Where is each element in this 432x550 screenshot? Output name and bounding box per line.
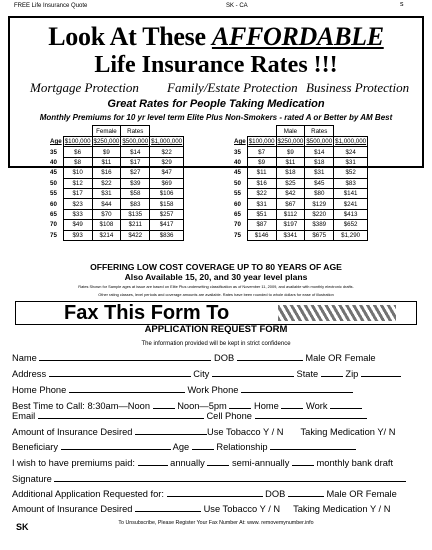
cell-phone-field[interactable] <box>255 411 367 419</box>
fax-this-form-title: Fax This Form To <box>64 302 230 324</box>
table-row <box>46 178 184 188</box>
monthly-premiums-text: Monthly Premiums for 10 yr level term Elite Plus Non-Smokers - rated A or Better by AM Best <box>39 113 393 122</box>
rate-cell: $49 <box>63 220 92 230</box>
annually-label: annually <box>170 458 205 468</box>
rate-cell: $51 <box>247 209 276 219</box>
rate-cell: $135 <box>121 209 150 219</box>
headline-affordable: AFFORDABLE <box>211 22 384 51</box>
best-time-home-label: Home <box>253 401 279 411</box>
coverage-offer-text: OFFERING LOW COST COVERAGE UP TO 80 YEARS OF AGE <box>90 262 342 272</box>
rate-cell: $27 <box>121 168 150 178</box>
rate-cell: $24 <box>334 147 368 157</box>
state-label: State <box>296 369 319 379</box>
dob2-field[interactable] <box>288 489 324 497</box>
rate-cell: $11 <box>247 168 276 178</box>
amount-label: Amount of Insurance Desired <box>12 427 133 437</box>
form-row-best-time <box>12 401 362 411</box>
rate-cell: $129 <box>305 199 334 209</box>
male-rates-label: Rates <box>305 126 334 137</box>
form-row-email <box>12 411 367 421</box>
rate-cell: $31 <box>92 188 121 198</box>
rate-cell: $16 <box>92 168 121 178</box>
rate-cell: $112 <box>276 209 305 219</box>
age-cell: 50 <box>50 179 57 187</box>
rate-cell: $108 <box>92 220 121 230</box>
rate-cell: $31 <box>247 199 276 209</box>
table-row <box>46 188 184 198</box>
zip-label: Zip <box>345 369 359 379</box>
age-cell: 65 <box>50 210 57 218</box>
time-morning-field[interactable] <box>153 401 175 409</box>
protection-types <box>10 80 422 96</box>
best-time-home-field[interactable] <box>281 401 303 409</box>
work-phone-field[interactable] <box>241 385 353 393</box>
rate-cell: $413 <box>334 209 368 219</box>
form-row-phone <box>12 385 353 395</box>
female-column-headers <box>46 137 184 147</box>
state-field[interactable] <box>321 369 343 377</box>
beneficiary-field[interactable] <box>61 442 171 450</box>
age-label: Age <box>172 442 190 452</box>
cell-phone-label: Cell Phone <box>206 411 252 421</box>
fax-header <box>0 0 432 14</box>
age-cell: 65 <box>234 210 241 218</box>
table-row <box>230 199 368 209</box>
rate-cell: $47 <box>150 168 184 178</box>
table-row <box>230 188 368 198</box>
rate-cell: $197 <box>276 220 305 230</box>
table-row <box>46 199 184 209</box>
headline-line1 <box>10 22 422 52</box>
fax-number-smudge <box>278 305 396 321</box>
rate-cell: $69 <box>150 178 184 188</box>
unsubscribe-notice: To Unsubscribe, Please Register Your Fax Number At: www. removemynumber.info <box>118 520 314 526</box>
rate-cell: $675 <box>305 230 334 240</box>
rate-cell: $22 <box>92 178 121 188</box>
table-row <box>230 230 368 240</box>
female-rates-table <box>46 125 184 241</box>
age-cell: 75 <box>234 231 241 239</box>
rate-cell: $39 <box>121 178 150 188</box>
sk-code: SK <box>16 522 29 532</box>
rate-cell: $23 <box>63 199 92 209</box>
table-row <box>230 178 368 188</box>
rate-cell: $10 <box>63 168 92 178</box>
rate-cell: $389 <box>305 220 334 230</box>
header-center-text: SK - CA <box>226 3 248 9</box>
annually-field[interactable] <box>138 458 168 466</box>
additional-label: Additional Application Requested for: <box>12 489 164 499</box>
age-cell: 70 <box>50 221 57 229</box>
taking-medication-label: Taking Medication Y/ N <box>300 427 396 437</box>
home-phone-label: Home Phone <box>12 385 67 395</box>
signature-field[interactable] <box>54 474 406 482</box>
age-cell: 60 <box>50 200 57 208</box>
beneficiary-label: Beneficiary <box>12 442 58 452</box>
form-row-signature <box>12 474 406 484</box>
rate-cell: $214 <box>92 230 121 240</box>
age-cell: 60 <box>234 200 241 208</box>
name-field[interactable] <box>39 353 211 361</box>
rate-cell: $836 <box>150 230 184 240</box>
age-cell: 40 <box>234 158 241 166</box>
age-cell: 50 <box>234 179 241 187</box>
gender2-label: Male OR Female <box>326 489 397 499</box>
semi-annually-field[interactable] <box>207 458 229 466</box>
also-available-text: Also Available 15, 20, and 30 year level plans <box>124 272 308 282</box>
male-rates-table <box>230 125 368 241</box>
rate-cell: $29 <box>150 157 184 167</box>
protection-family: Family/Estate Protection <box>167 80 298 95</box>
female-rates-label: Rates <box>121 126 150 137</box>
table-row <box>46 147 184 157</box>
rate-cell: $341 <box>276 230 305 240</box>
amount2-label: Amount of Insurance Desired <box>12 504 133 514</box>
rate-cell: $9 <box>92 147 121 157</box>
column-header: $1,000,000 <box>335 138 367 146</box>
rate-cell: $241 <box>334 199 368 209</box>
monthly-draft-label: monthly bank draft <box>316 458 394 468</box>
confidential-notice: The information provided will be kept in strict confidence <box>141 341 291 347</box>
header-right-text: s <box>400 1 404 8</box>
rate-cell: $22 <box>150 147 184 157</box>
rate-cell: $158 <box>150 199 184 209</box>
age-cell: 35 <box>50 148 57 156</box>
dob-label: DOB <box>214 353 235 363</box>
rate-cell: $1,290 <box>334 230 368 240</box>
form-row-amount <box>12 427 395 437</box>
dob-field[interactable] <box>237 353 303 361</box>
fax-this-form-box <box>15 301 417 325</box>
form-row-premiums <box>12 458 393 468</box>
best-time-work-label: Work <box>305 401 328 411</box>
rate-cell: $83 <box>334 178 368 188</box>
column-header: $1,000,000 <box>151 138 183 146</box>
column-header: $500,000 <box>122 138 149 146</box>
rate-cell: $17 <box>63 188 92 198</box>
column-header: $100,000 <box>248 138 275 146</box>
signature-label: Signature <box>12 474 52 484</box>
rate-cell: $11 <box>92 157 121 167</box>
semi-annually-label: semi-annually <box>232 458 290 468</box>
age-cell: 45 <box>50 169 57 177</box>
column-header: Age <box>50 138 62 146</box>
premiums-label: I wish to have premiums paid: <box>12 458 135 468</box>
rate-cell: $67 <box>276 199 305 209</box>
rate-cell: $25 <box>276 178 305 188</box>
table-row <box>230 168 368 178</box>
great-rates-text: Great Rates for People Taking Medication <box>107 98 325 110</box>
rate-cell: $70 <box>92 209 121 219</box>
relationship-field[interactable] <box>270 442 356 450</box>
rate-cell: $31 <box>334 157 368 167</box>
monthly-draft-field[interactable] <box>292 458 314 466</box>
rate-cell: $18 <box>305 157 334 167</box>
time-option-morning: 8:30am—Noon <box>87 401 150 411</box>
time-option-afternoon: Noon—5pm <box>177 401 227 411</box>
female-label: Female <box>92 126 121 137</box>
rate-cell: $211 <box>121 220 150 230</box>
header-left-text: FREE Life Insurance Quote <box>14 3 88 9</box>
table-row <box>46 157 184 167</box>
rate-cell: $417 <box>150 220 184 230</box>
age-field[interactable] <box>192 442 214 450</box>
rate-cell: $141 <box>334 188 368 198</box>
age-cell: 75 <box>50 231 57 239</box>
rate-cell: $220 <box>305 209 334 219</box>
table-row <box>46 168 184 178</box>
rate-cell: $44 <box>92 199 121 209</box>
rate-cell: $146 <box>247 230 276 240</box>
city-label: City <box>193 369 210 379</box>
rate-cell: $422 <box>121 230 150 240</box>
rate-cell: $17 <box>121 157 150 167</box>
table-row <box>230 209 368 219</box>
table-row <box>230 147 368 157</box>
rate-cell: $16 <box>247 178 276 188</box>
amount-field[interactable] <box>135 427 207 435</box>
protection-business: Business Protection <box>306 80 410 95</box>
rate-cell: $58 <box>121 188 150 198</box>
rate-cell: $83 <box>121 199 150 209</box>
headline-line2: Life Insurance Rates !!! <box>94 52 338 78</box>
rate-cell: $31 <box>305 168 334 178</box>
fine-print-2: Other rating classes, level periods and coverage amounts are available. Rates have been rounded to whole dollars for ease of illustration <box>98 292 334 297</box>
rate-cell: $87 <box>247 220 276 230</box>
male-table-header <box>230 126 368 137</box>
best-time-work-field[interactable] <box>330 401 362 409</box>
table-row <box>46 230 184 240</box>
form-row-beneficiary <box>12 442 356 452</box>
column-header: $500,000 <box>306 138 333 146</box>
address-label: Address <box>12 369 47 379</box>
age-cell: 70 <box>234 221 241 229</box>
time-afternoon-field[interactable] <box>229 401 251 409</box>
rate-cell: $52 <box>334 168 368 178</box>
email-label: Email <box>12 411 36 421</box>
dob2-label: DOB <box>265 489 286 499</box>
column-header: Age <box>234 138 246 146</box>
rate-cell: $8 <box>63 157 92 167</box>
table-row <box>230 157 368 167</box>
male-column-headers <box>230 137 368 147</box>
rate-cell: $33 <box>63 209 92 219</box>
rate-cell: $93 <box>63 230 92 240</box>
rate-cell: $14 <box>121 147 150 157</box>
home-phone-field[interactable] <box>69 385 185 393</box>
age-cell: 45 <box>234 169 241 177</box>
rate-cell: $106 <box>150 188 184 198</box>
city-field[interactable] <box>212 369 294 377</box>
rate-cell: $652 <box>334 220 368 230</box>
amount2-field[interactable] <box>135 504 201 512</box>
form-row-additional <box>12 489 397 499</box>
rate-cell: $42 <box>276 188 305 198</box>
taking-medication2-label: Taking Medication Y / N <box>293 504 391 514</box>
use-tobacco2-label: Use Tobacco Y / N <box>203 504 281 514</box>
rate-cell: $18 <box>276 168 305 178</box>
use-tobacco-label: Use Tobacco Y / N <box>207 427 284 437</box>
age-cell: 55 <box>234 190 241 198</box>
best-time-label: Best Time to Call: <box>12 401 85 411</box>
additional-name-field[interactable] <box>167 489 263 497</box>
age-cell: 40 <box>50 158 57 166</box>
rate-cell: $22 <box>247 188 276 198</box>
rate-cell: $9 <box>247 157 276 167</box>
rate-cell: $45 <box>305 178 334 188</box>
name-label: Name <box>12 353 37 363</box>
table-row <box>46 220 184 230</box>
zip-field[interactable] <box>361 369 401 377</box>
form-row-amount2 <box>12 504 390 514</box>
column-header: $250,000 <box>277 138 304 146</box>
column-header: $250,000 <box>93 138 120 146</box>
rate-cell: $11 <box>276 157 305 167</box>
table-row <box>46 209 184 219</box>
rate-cell: $9 <box>276 147 305 157</box>
age-cell: 35 <box>234 148 241 156</box>
rate-cell: $12 <box>63 178 92 188</box>
rate-cell: $80 <box>305 188 334 198</box>
female-table-header <box>46 126 184 137</box>
relationship-label: Relationship <box>216 442 268 452</box>
address-field[interactable] <box>49 369 191 377</box>
age-cell: 55 <box>50 190 57 198</box>
protection-mortgage: Mortgage Protection <box>30 80 139 95</box>
rate-cell: $14 <box>305 147 334 157</box>
headline-line1-pre: Look At These <box>48 22 212 51</box>
rate-cell: $7 <box>247 147 276 157</box>
gender-label: Male OR Female <box>305 353 376 363</box>
column-header: $100,000 <box>64 138 91 146</box>
fine-print-1: Rates Shown for Sample ages at issue are based on Elite Plus underwriting classification as of November 11, 2009, and available with monthly electronic drafts. <box>78 284 354 289</box>
table-row <box>230 220 368 230</box>
application-form-title: APPLICATION REQUEST FORM <box>144 324 288 335</box>
work-phone-label: Work Phone <box>187 385 239 395</box>
rate-cell: $257 <box>150 209 184 219</box>
form-row-name <box>12 353 376 363</box>
rate-cell: $6 <box>63 147 92 157</box>
email-field[interactable] <box>38 411 204 419</box>
male-label: Male <box>276 126 305 137</box>
form-row-address <box>12 369 401 379</box>
